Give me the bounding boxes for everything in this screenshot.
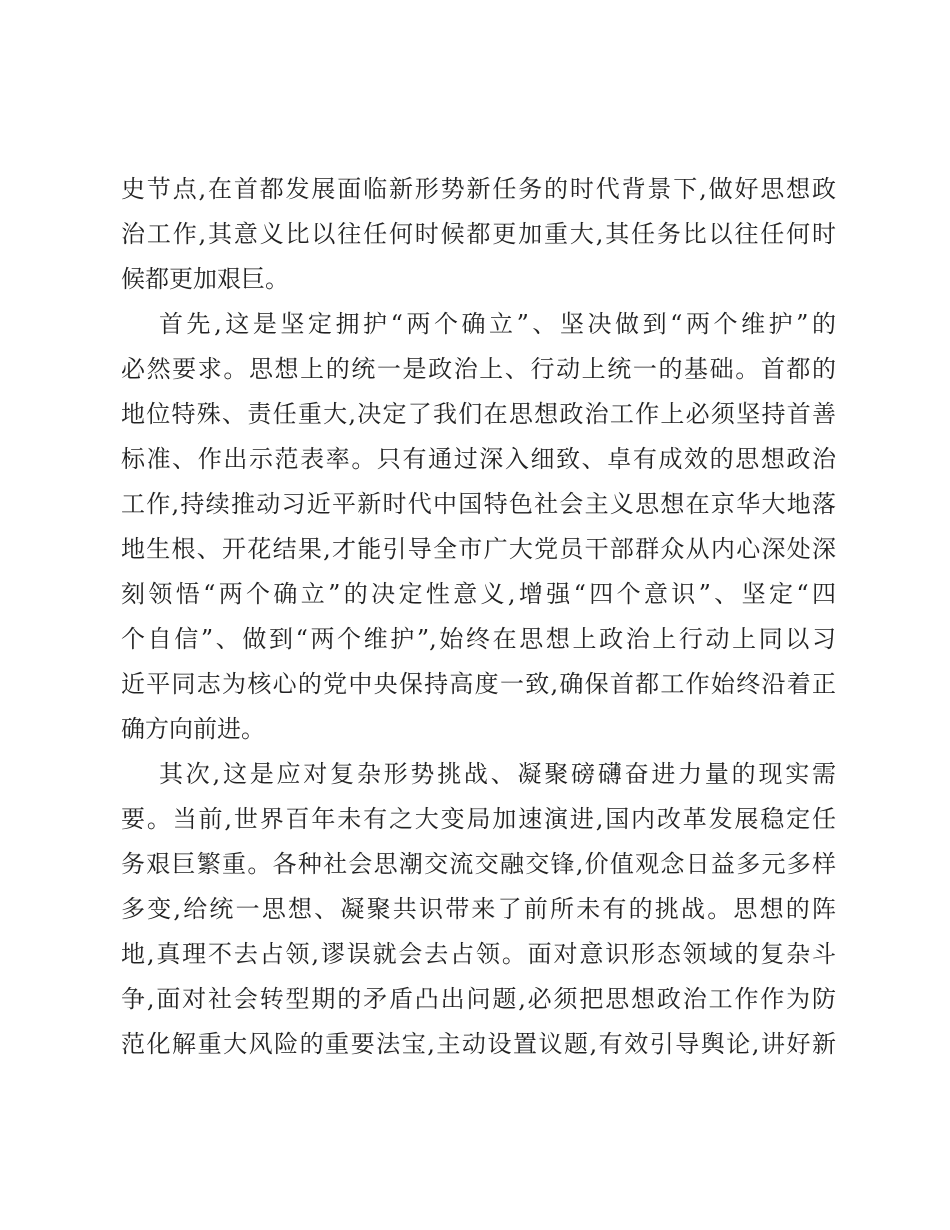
- text-line: 确方向前进。: [121, 715, 265, 743]
- paragraph-1: [121, 167, 836, 302]
- text-line: 刻领悟“两个确立”的决定性意义,增强“四个意识”、坚定“四: [121, 580, 836, 608]
- text-line: 范化解重大风险的重要法宝,主动设置议题,有效引导舆论,讲好新: [121, 1030, 836, 1058]
- document-body: [121, 167, 836, 1067]
- text-line: 近平同志为核心的党中央保持高度一致,确保首都工作始终沿着正: [121, 670, 836, 698]
- text-line: 必然要求。思想上的统一是政治上、行动上统一的基础。首都的: [121, 355, 836, 383]
- text-line: 标准、作出示范表率。只有通过深入细致、卓有成效的思想政治: [121, 445, 836, 473]
- text-line: 史节点,在首都发展面临新形势新任务的时代背景下,做好思想政: [121, 175, 836, 203]
- text-line: 首先,这是坚定拥护“两个确立”、坚决做到“两个维护”的: [159, 310, 836, 338]
- text-line: 务艰巨繁重。各种社会思潮交流交融交锋,价值观念日益多元多样: [121, 850, 836, 878]
- text-line: 多变,给统一思想、凝聚共识带来了前所未有的挑战。思想的阵: [121, 895, 836, 923]
- text-line: 其次,这是应对复杂形势挑战、凝聚磅礴奋进力量的现实需: [159, 760, 836, 788]
- text-line: 地,真理不去占领,谬误就会去占领。面对意识形态领域的复杂斗: [121, 940, 836, 968]
- text-line: 要。当前,世界百年未有之大变局加速演进,国内改革发展稳定任: [121, 805, 836, 833]
- text-line: 争,面对社会转型期的矛盾凸出问题,必须把思想政治工作作为防: [121, 985, 836, 1013]
- text-line: 治工作,其意义比以往任何时候都更加重大,其任务比以往任何时: [121, 220, 836, 248]
- paragraph-3: [121, 752, 836, 1067]
- text-line: 地生根、开花结果,才能引导全市广大党员干部群众从内心深处深: [121, 535, 836, 563]
- text-line: 个自信”、做到“两个维护”,始终在思想上政治上行动上同以习: [121, 625, 836, 653]
- text-line: 工作,持续推动习近平新时代中国特色社会主义思想在京华大地落: [121, 490, 836, 518]
- text-line: 候都更加艰巨。: [121, 265, 289, 293]
- paragraph-2: [121, 302, 836, 752]
- text-line: 地位特殊、责任重大,决定了我们在思想政治工作上必须坚持首善: [121, 400, 836, 428]
